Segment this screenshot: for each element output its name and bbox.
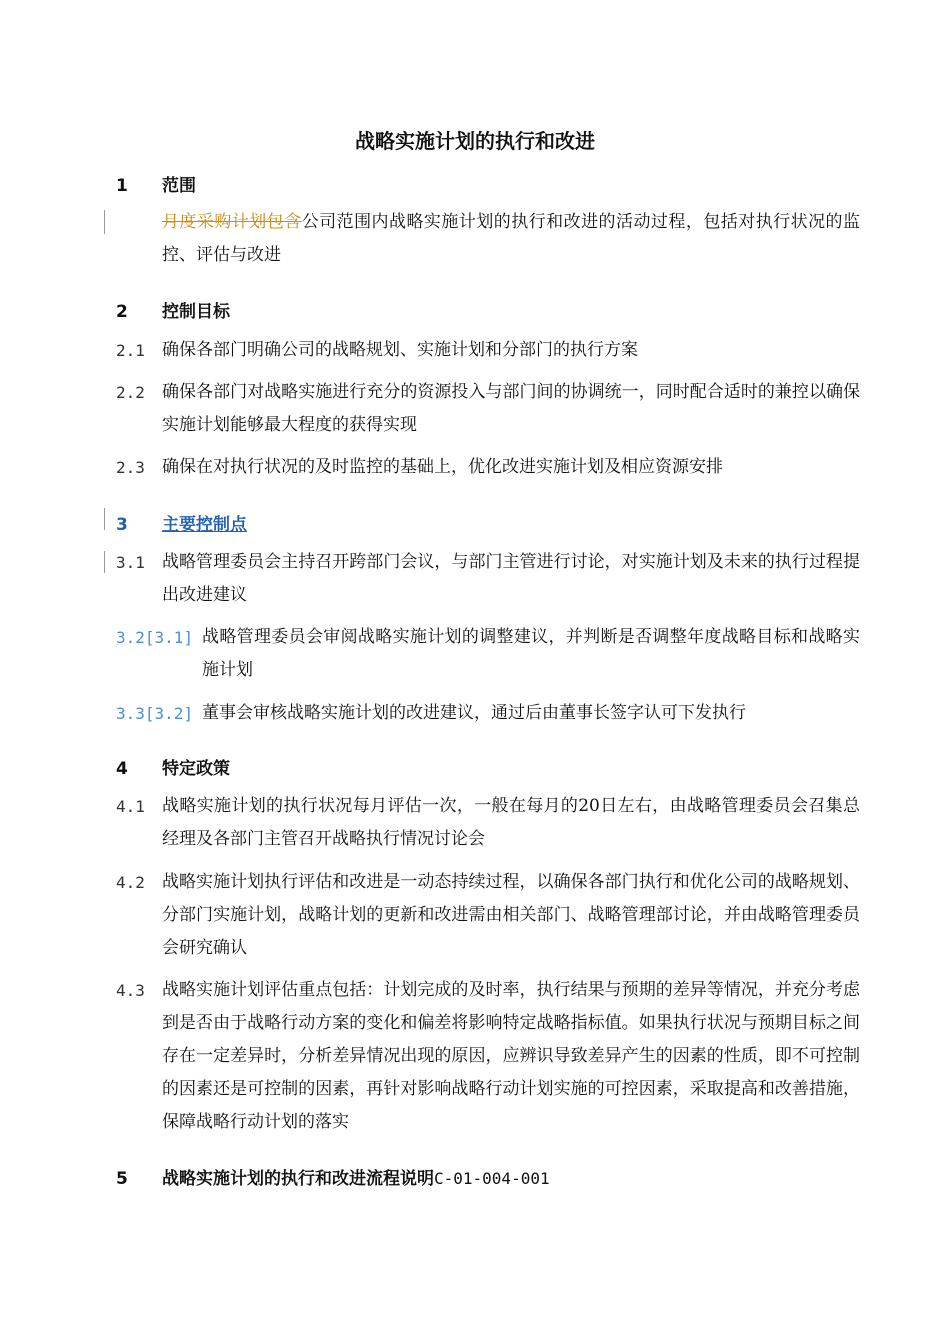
- revision-bar: [104, 551, 105, 573]
- item-text: 战略管理委员会主持召开跨部门会议，与部门主管进行讨论，对实施计划及未来的执行过程提出改进建议: [162, 552, 860, 605]
- section-heading-scope: [116, 171, 196, 196]
- section-number: 2: [116, 302, 128, 322]
- section-title: 主要控制点: [162, 515, 247, 535]
- item-text: 确保各部门明确公司的战略规划、实施计划和分部门的执行方案: [162, 340, 638, 360]
- revision-bar: [104, 210, 105, 234]
- section-title: 特定政策: [162, 759, 230, 779]
- section-heading-policies: [116, 754, 230, 779]
- item-text: 董事会审核战略实施计划的改进建议，通过后由董事长签字认可下发执行: [202, 703, 746, 723]
- scope-paragraph: [162, 206, 860, 272]
- item-number: 3.3[3.2]: [116, 704, 194, 723]
- process-code: C-01-004-001: [434, 1169, 550, 1188]
- item-number: 4.1: [116, 797, 145, 816]
- section-heading-objectives: [116, 297, 230, 322]
- section-number: 5: [116, 1169, 128, 1189]
- section-title: 战略实施计划的执行和改进流程说明: [162, 1169, 434, 1189]
- control-point-item: [116, 546, 860, 612]
- item-number: 2.3: [116, 458, 145, 477]
- section-heading-control-points[interactable]: [116, 510, 247, 535]
- item-text: 战略实施计划评估重点包括：计划完成的及时率，执行结果与预期的差异等情况，并充分考虑到是否由于战略行动方案的变化和偏差将影响特定战略指标值。如果执行状况与预期目标之间存在一定差异时，分析差异情况出现的原因，应辨识导致差异产生的因素的性质，即不可控制的因素还是可控制的因素，再针对影响战略行动计划实施的可控因素，采取提高和改善措施，保障战略行动计划的落实: [162, 980, 860, 1132]
- section-number: 3: [116, 515, 128, 535]
- control-point-item: [116, 697, 860, 730]
- objective-item: [116, 334, 860, 367]
- item-text: 战略实施计划的执行状况每月评估一次，一般在每月的20日左右，由战略管理委员会召集总经理及各部门主管召开战略执行情况讨论会: [162, 796, 860, 849]
- scope-text: 公司范围内战略实施计划的执行和改进的活动过程，包括对执行状况的监控、评估与改进: [162, 212, 861, 265]
- objective-item: [116, 376, 860, 442]
- deleted-text: 月度采购计划包含: [162, 212, 302, 232]
- item-number: 2.2: [116, 383, 145, 402]
- item-text: 战略管理委员会审阅战略实施计划的调整建议，并判断是否调整年度战略目标和战略实施计划: [202, 627, 860, 680]
- section-number: 1: [116, 176, 128, 196]
- section-heading-process: [116, 1164, 550, 1189]
- item-number: 4.2: [116, 873, 145, 892]
- policy-item: [116, 866, 860, 965]
- document-title: 战略实施计划的执行和改进: [355, 129, 595, 153]
- item-number: 2.1: [116, 341, 145, 360]
- item-text: 战略实施计划执行评估和改进是一动态持续过程，以确保各部门执行和优化公司的战略规划、分部门实施计划，战略计划的更新和改进需由相关部门、战略管理部讨论，并由战略管理委员会研究确认: [162, 872, 860, 958]
- section-title: 范围: [162, 176, 196, 196]
- revision-bar: [104, 508, 105, 530]
- control-point-item: [116, 621, 860, 687]
- objective-item: [116, 451, 860, 484]
- item-text: 确保各部门对战略实施进行充分的资源投入与部门间的协调统一，同时配合适时的兼控以确保实施计划能够最大程度的获得实现: [162, 382, 860, 435]
- policy-item: [116, 790, 860, 856]
- section-title: 控制目标: [162, 302, 230, 322]
- section-number: 4: [116, 759, 128, 779]
- item-number: 3.2[3.1]: [116, 628, 194, 647]
- item-number: 3.1: [116, 553, 145, 572]
- policy-item: [116, 974, 860, 1139]
- item-text: 确保在对执行状况的及时监控的基础上，优化改进实施计划及相应资源安排: [162, 457, 723, 477]
- item-number: 4.3: [116, 981, 145, 1000]
